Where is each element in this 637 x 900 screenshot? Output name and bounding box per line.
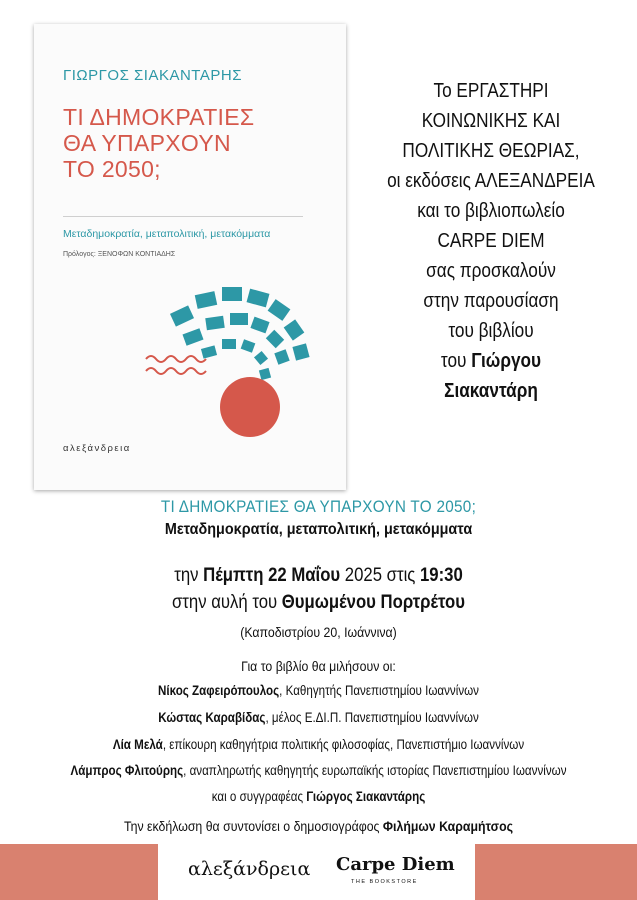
event-place — [38, 592, 599, 614]
footer-right-band — [475, 844, 637, 900]
event-subtitle: Μεταδημοκρατία, μεταπολιτική, μετακόμματα — [164, 521, 473, 538]
invite-line: στην παρουσίαση — [423, 290, 559, 312]
book-subtitle: Μεταδημοκρατία, μεταπολιτική, μετακόμματα — [63, 228, 271, 240]
book-title-line: ΘΑ ΥΠΑΡΧΟΥΝ — [63, 130, 231, 156]
event-coordinator — [38, 818, 599, 834]
speaker-row — [45, 683, 593, 698]
invite-line: του βιβλίου — [448, 320, 534, 342]
footer-band — [0, 844, 637, 900]
author-intro: και ο συγγραφέας — [211, 789, 307, 804]
speaker-name: Κώστας Καραβίδας — [158, 710, 266, 725]
footer-logos — [158, 844, 475, 900]
date-text: την — [174, 565, 204, 586]
event-title: ΤΙ ΔΗΜΟΚΡΑΤΙΕΣ ΘΑ ΥΠΑΡΧΟΥΝ ΤΟ 2050; — [160, 497, 477, 516]
speakers-intro: Για το βιβλίο θα μιλήσουν οι: — [241, 658, 396, 674]
author-last-name: Σιακαντάρη — [444, 380, 538, 402]
alexandreia-logo: αλεξάνδρεια — [188, 858, 311, 880]
book-publisher: αλεξάνδρεια — [63, 443, 131, 454]
invite-line — [375, 346, 607, 376]
date-text: 2025 στις — [340, 565, 420, 586]
speaker-row — [45, 789, 593, 804]
wave-line-icon — [146, 368, 206, 374]
footer-left-band — [0, 844, 158, 900]
carpe-diem-logo: Carpe Diem — [336, 854, 455, 875]
speaker-row — [45, 710, 593, 725]
speaker-role: , Καθηγητής Πανεπιστημίου Ιωαννίνων — [279, 683, 479, 698]
cover-illustration — [144, 279, 314, 439]
speaker-role: , επίκουρη καθηγήτρια πολιτικής φιλοσοφίας, Πανεπιστήμιο Ιωαννίνων — [162, 737, 525, 752]
book-prologue: Πρόλογος: ΞΕΝΟΦΩΝ ΚΟΝΤΙΑΔΗΣ — [63, 251, 176, 258]
invite-text: του — [440, 350, 472, 372]
speaker-row — [45, 763, 593, 778]
author-name: Γιώργος Σιακαντάρης — [306, 789, 426, 804]
coord-name: Φιλήμων Καραμήτσος — [382, 818, 514, 834]
book-cover — [34, 24, 346, 490]
invite-line: CARPE DIEM — [437, 230, 545, 252]
invite-line: και το βιβλιοπωλείο — [417, 200, 565, 222]
invite-line: οι εκδόσεις ΑΛΕΞΑΝΔΡΕΙΑ — [387, 170, 595, 192]
speaker-name: Λία Μελά — [112, 737, 163, 752]
book-title-line: ΤΟ 2050; — [63, 156, 161, 182]
carpe-diem-tagline: THE BOOKSTORE — [351, 879, 418, 885]
book-title-line: ΤΙ ΔΗΜΟΚΡΑΤΙΕΣ — [63, 104, 255, 130]
speaker-role: , αναπληρωτής καθηγητής ευρωπαϊκής ιστορίας Πανεπιστημίου Ιωαννίνων — [183, 763, 567, 778]
book-author: ΓΙΩΡΓΟΣ ΣΙΑΚΑΝΤΑΡΗΣ — [63, 67, 242, 84]
red-sun-icon — [220, 377, 280, 437]
author-first-name: Γιώργου — [471, 350, 542, 372]
wave-line-icon — [146, 356, 206, 362]
speaker-row — [45, 737, 593, 752]
date-day: Πέμπτη 22 Μαΐου — [203, 565, 341, 586]
invite-line: Το ΕΡΓΑΣΤΗΡΙ — [433, 80, 549, 102]
book-title — [63, 104, 333, 182]
book-divider — [63, 216, 303, 217]
place-text: στην αυλή του — [171, 592, 282, 613]
invitation-text — [375, 76, 607, 406]
speaker-role: , μέλος Ε.ΔΙ.Π. Πανεπιστημίου Ιωαννίνων — [265, 710, 479, 725]
event-date — [38, 565, 599, 587]
invite-line: ΚΟΙΝΩΝΙΚΗΣ ΚΑΙ — [421, 110, 561, 132]
place-name: Θυμωμένου Πορτρέτου — [281, 592, 466, 613]
invite-line — [375, 376, 607, 406]
coord-text: Την εκδήλωση θα συντονίσει ο δημοσιογράφος — [123, 818, 383, 834]
invite-line: ΠΟΛΙΤΙΚΗΣ ΘΕΩΡΙΑΣ, — [402, 140, 580, 162]
date-time: 19:30 — [419, 565, 463, 586]
amphitheatre-arcs-icon — [170, 287, 310, 380]
speaker-name: Λάμπρος Φλιτούρης — [70, 763, 184, 778]
event-address: (Καποδιστρίου 20, Ιωάννινα) — [240, 624, 397, 640]
speaker-name: Νίκος Ζαφειρόπουλος — [158, 683, 280, 698]
invite-line: σας προσκαλούν — [426, 260, 556, 282]
